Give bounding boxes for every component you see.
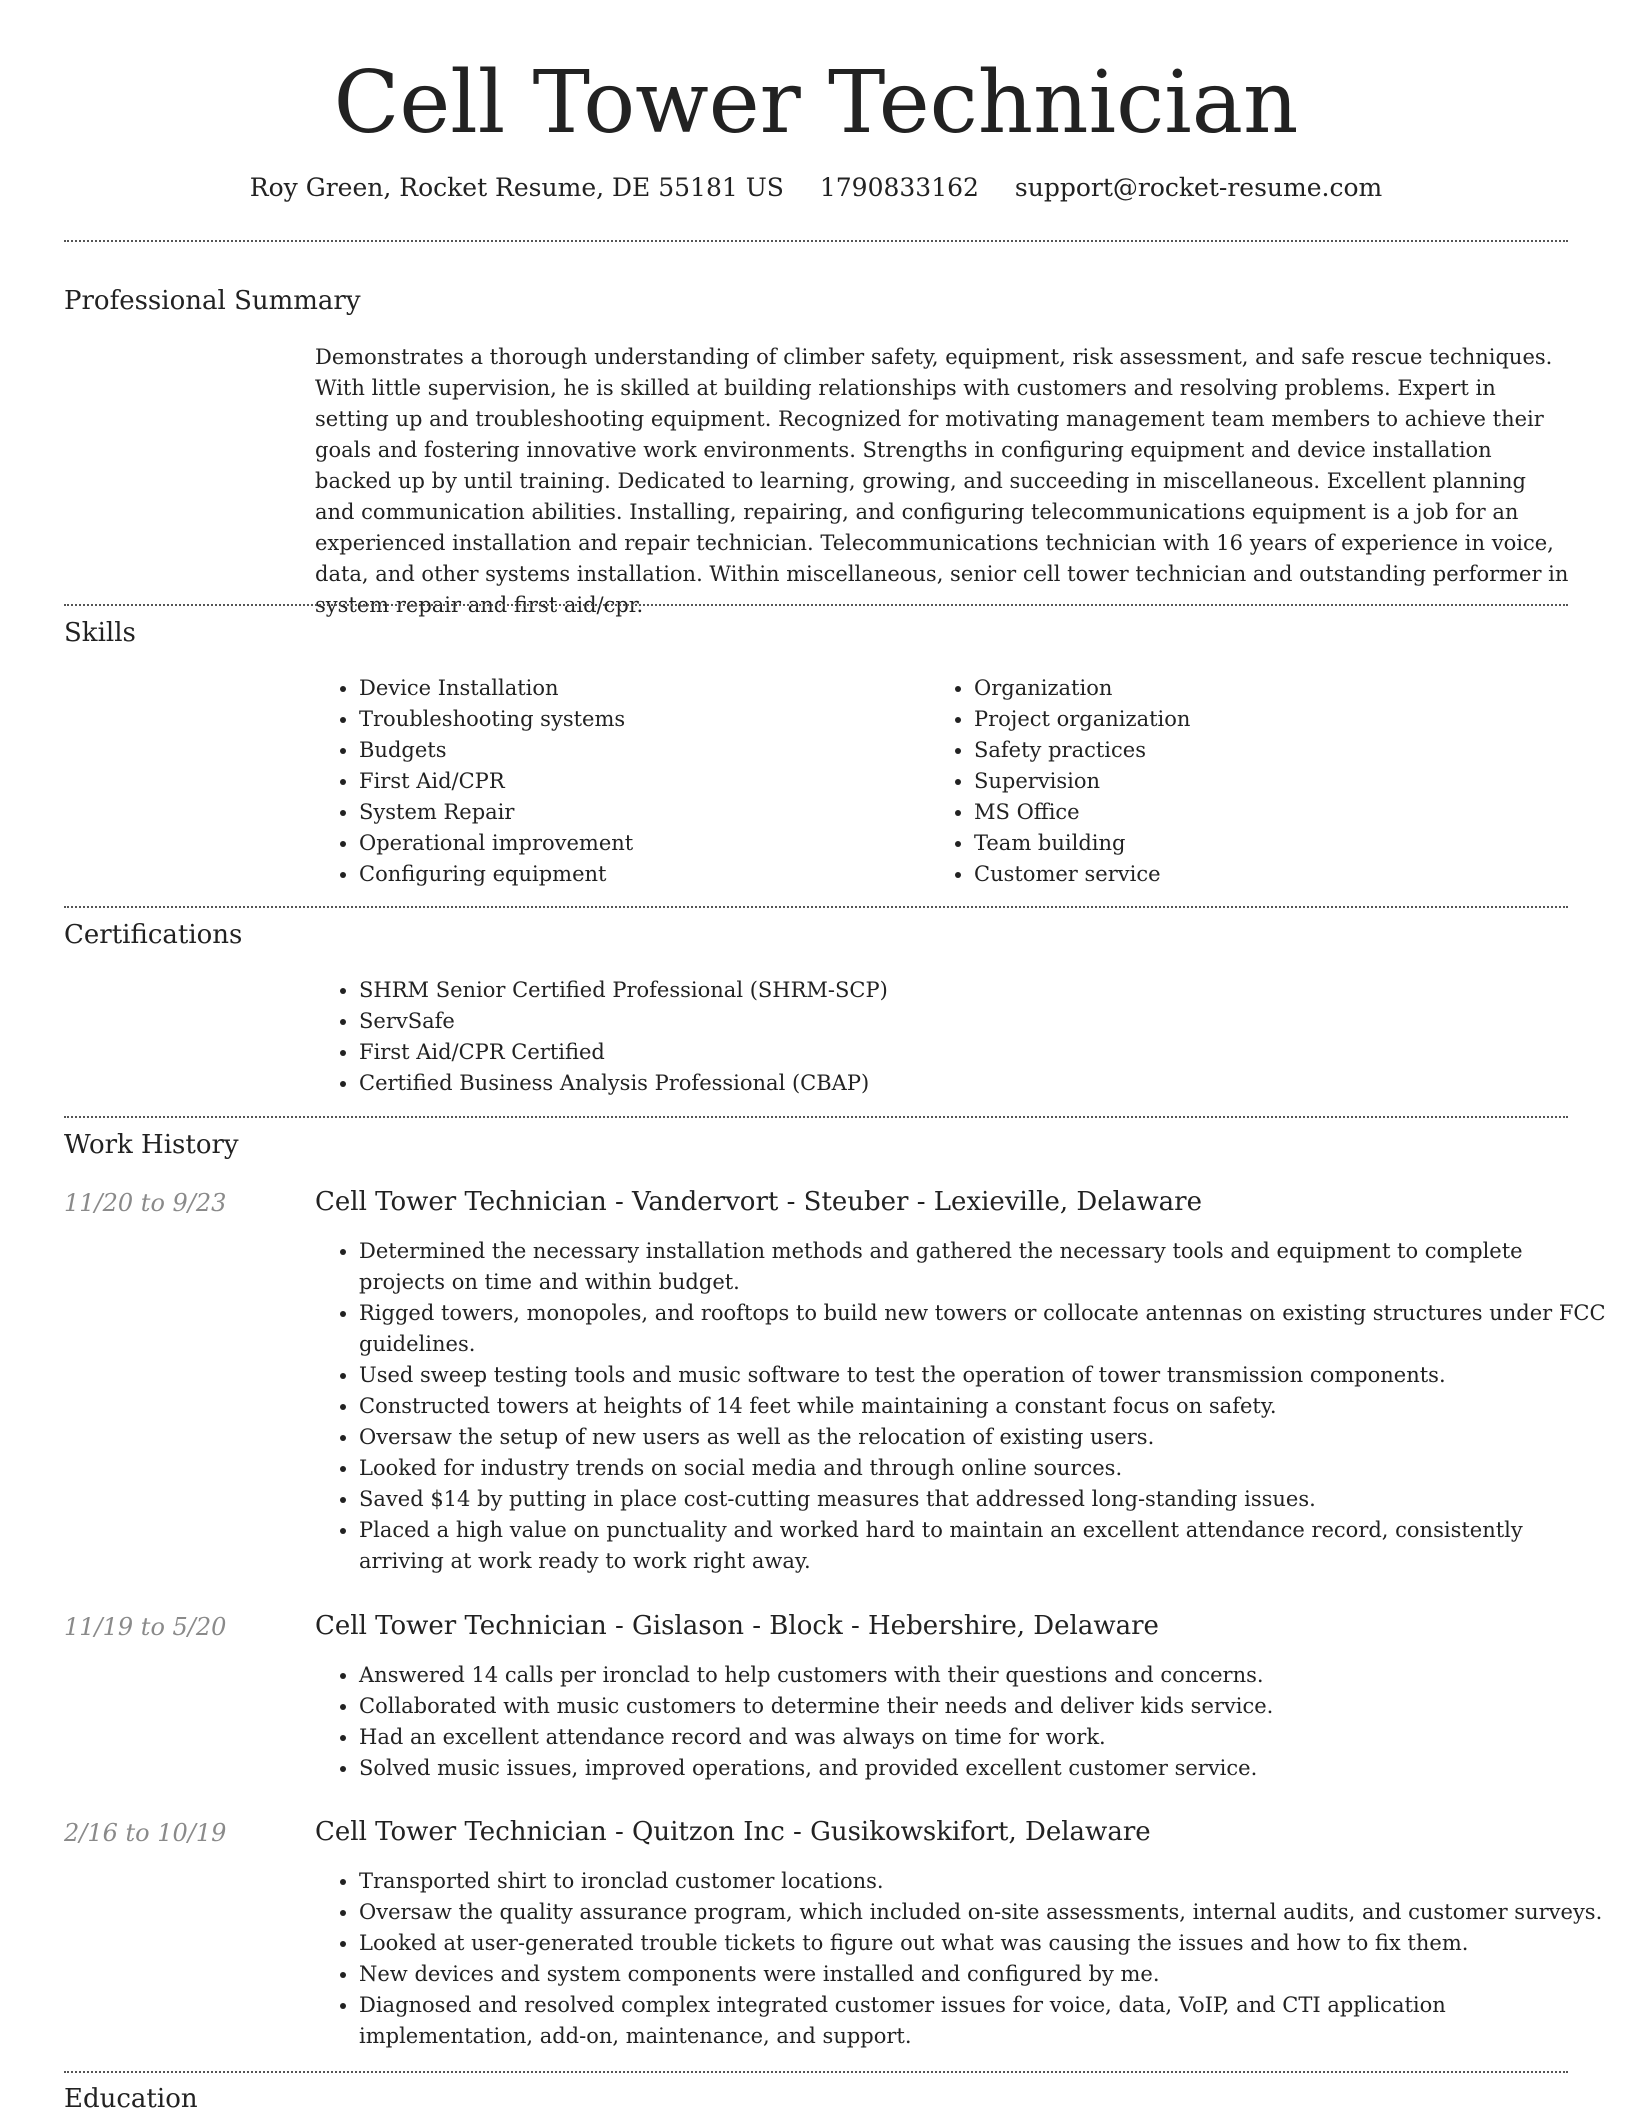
skill-item: • Operational improvement (359, 828, 929, 859)
job-bullet: • Looked for industry trends on social media and through online sources. (359, 1453, 1614, 1484)
job-dates: 11/20 to 9/23 (64, 1189, 227, 1217)
job-title: Cell Tower Technician - Quitzon Inc - Gusikowskifort, Delaware (315, 1817, 1151, 1847)
skill-item: • System Repair (359, 797, 929, 828)
job-bullets (315, 1866, 1614, 2052)
job-bullet: • Constructed towers at heights of 14 feet while maintaining a constant focus on safety. (359, 1391, 1614, 1422)
job-bullets (315, 1236, 1614, 1577)
skill-item: • Device Installation (359, 673, 929, 704)
skill-item: • Organization (974, 673, 1544, 704)
section-heading-education: Education (64, 2084, 198, 2114)
certification-item: • First Aid/CPR Certified (359, 1037, 1559, 1068)
divider (64, 2071, 1568, 2073)
divider (64, 1116, 1568, 1118)
section-heading-work-history: Work History (64, 1130, 239, 1160)
summary-text: Demonstrates a thorough understanding of climber safety, equipment, risk assessment, and safe rescue techniques. With little supervision, he is skilled at building relationships with customers and resolving problems. Expert in setting up and troubleshooting equipment. Recognized for motivating management team members to achieve their goals and fostering innovative work environments. Strengths in configuring equipment and device installation backed up by until training. Dedicated to learning, growing, and succeeding in miscellaneous. Excellent planning and communication abilities. Installing, repairing, and configuring telecommunications equipment is a job for an experienced installation and repair technician. Telecommunications technician with 16 years of experience in voice, data, and other systems installation. Within miscellaneous, senior cell tower technician and outstanding performer in system repair and first aid/cpr. (315, 345, 1569, 617)
job-bullet: • Used sweep testing tools and music software to test the operation of tower transmission components. (359, 1360, 1614, 1391)
section-heading-skills: Skills (64, 618, 136, 648)
job-bullet: • Saved $14 by putting in place cost-cutting measures that addressed long-standing issues. (359, 1484, 1614, 1515)
job-bullet: • Oversaw the quality assurance program, which included on-site assessments, internal audits, and customer surveys. (359, 1897, 1614, 1928)
job-title: Cell Tower Technician - Vandervort - Steuber - Lexieville, Delaware (315, 1187, 1202, 1217)
job-bullet: • Placed a high value on punctuality and worked hard to maintain an excellent attendance record, consistently arriving at work ready to work right away. (359, 1515, 1614, 1577)
skill-item: • First Aid/CPR (359, 766, 929, 797)
skill-item: • Troubleshooting systems (359, 704, 929, 735)
job-bullet: • Collaborated with music customers to determine their needs and deliver kids service. (359, 1691, 1614, 1722)
job-bullet: • Oversaw the setup of new users as well as the relocation of existing users. (359, 1422, 1614, 1453)
job-bullet: • Determined the necessary installation methods and gathered the necessary tools and equipment to complete projects on time and within budget. (359, 1236, 1614, 1298)
section-heading-summary: Professional Summary (64, 286, 361, 316)
skill-item: • Project organization (974, 704, 1544, 735)
skill-item: • MS Office (974, 797, 1544, 828)
certification-item: • ServSafe (359, 1006, 1559, 1037)
section-heading-certifications: Certifications (64, 920, 243, 950)
contact-line (0, 168, 1632, 208)
contact-address: Roy Green, Rocket Resume, DE 55181 US (249, 173, 784, 202)
job-bullet: • Answered 14 calls per ironclad to help customers with their questions and concerns. (359, 1660, 1614, 1691)
skills-list-left (315, 673, 929, 890)
job-bullet: • Looked at user-generated trouble tickets to figure out what was causing the issues and how to fix them. (359, 1928, 1614, 1959)
job-dates: 11/19 to 5/20 (64, 1613, 227, 1641)
skill-item: • Team building (974, 828, 1544, 859)
skill-item: • Supervision (974, 766, 1544, 797)
certification-item: • SHRM Senior Certified Professional (SHRM-SCP) (359, 975, 1559, 1006)
job-title: Cell Tower Technician - Gislason - Block - Hebershire, Delaware (315, 1611, 1159, 1641)
divider (64, 240, 1568, 242)
job-bullet: • Diagnosed and resolved complex integrated customer issues for voice, data, VoIP, and CTI application implementation, add-on, maintenance, and support. (359, 1990, 1614, 2052)
job-bullet: • Solved music issues, improved operations, and provided excellent customer service. (359, 1753, 1614, 1784)
job-bullet: • Rigged towers, monopoles, and rooftops to build new towers or collocate antennas on existing structures under FCC guidelines. (359, 1298, 1614, 1360)
resume-title: Cell Tower Technician (333, 53, 1299, 153)
skill-item: • Budgets (359, 735, 929, 766)
contact-email: support@rocket-resume.com (1014, 173, 1383, 202)
job-bullet: • Had an excellent attendance record and was always on time for work. (359, 1722, 1614, 1753)
contact-phone: 1790833162 (819, 173, 979, 202)
certification-item: • Certified Business Analysis Professional (CBAP) (359, 1068, 1559, 1099)
skill-item: • Safety practices (974, 735, 1544, 766)
job-bullet: • New devices and system components were installed and configured by me. (359, 1959, 1614, 1990)
divider (64, 604, 1568, 606)
skill-item: • Configuring equipment (359, 859, 929, 890)
job-dates: 2/16 to 10/19 (64, 1819, 227, 1847)
job-bullet: • Transported shirt to ironclad customer locations. (359, 1866, 1614, 1897)
skill-item: • Customer service (974, 859, 1544, 890)
job-bullets (315, 1660, 1614, 1784)
divider (64, 906, 1568, 908)
certifications-list (315, 975, 1559, 1099)
skills-list-right (930, 673, 1544, 890)
